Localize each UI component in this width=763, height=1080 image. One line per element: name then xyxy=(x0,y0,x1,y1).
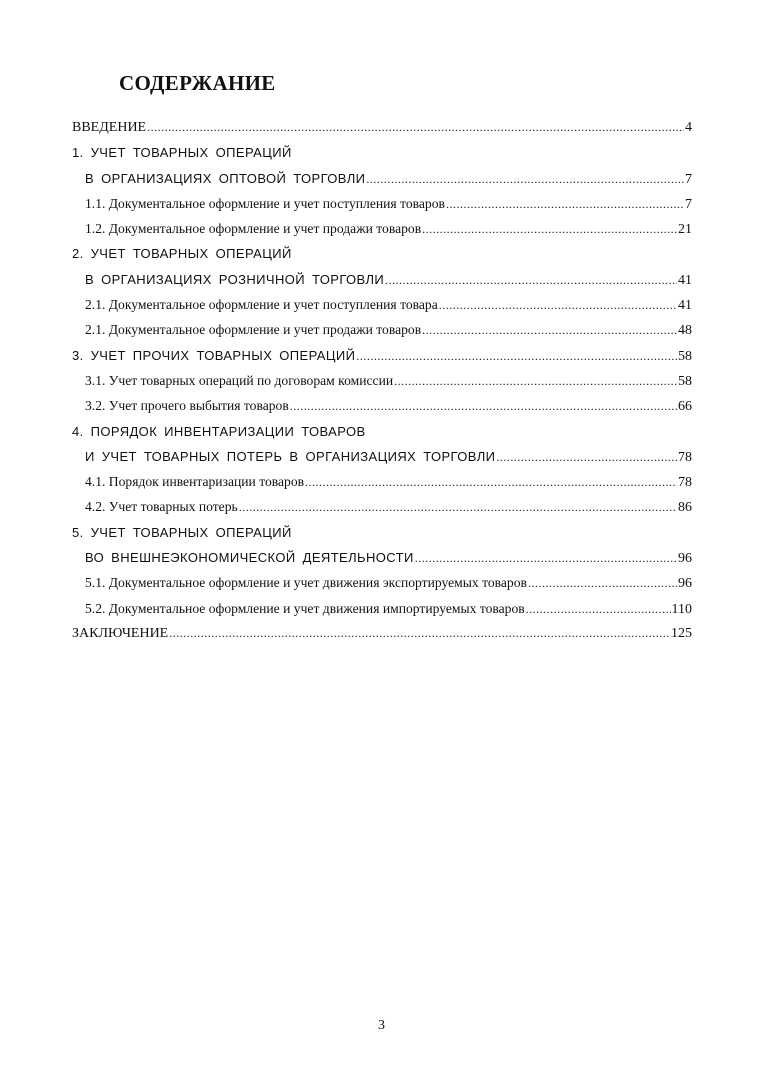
toc-entry-section-2-1[interactable] xyxy=(72,297,692,322)
toc-entry-page: 78 xyxy=(678,449,692,465)
toc-entry-label: ВО ВНЕШНЕЭКОНОМИЧЕСКОЙ ДЕЯТЕЛЬНОСТИ xyxy=(85,550,414,566)
toc-entry-label: 1.1. Документальное оформление и учет поступления товаров xyxy=(85,195,445,211)
toc-entry-page: 96 xyxy=(678,576,692,592)
toc-entry-section-1-1[interactable] xyxy=(72,196,692,221)
toc-entry-page: 21 xyxy=(678,222,692,238)
toc-entry-label: 2.1. Документальное оформление и учет поступления товара xyxy=(85,297,438,313)
toc-entry-page: 66 xyxy=(678,399,692,415)
toc-leader-dots xyxy=(147,120,684,135)
toc-entry-section-2-2[interactable] xyxy=(72,322,692,347)
toc-entry-section-1-2[interactable] xyxy=(72,221,692,246)
toc-entry-chapter-1[interactable] xyxy=(72,145,692,170)
toc-entry-section-3-1[interactable] xyxy=(72,373,692,398)
toc-leader-dots xyxy=(422,222,677,237)
toc-entry-label: ЗАКЛЮЧЕНИЕ xyxy=(72,625,169,641)
toc-entry-label: ВВЕДЕНИЕ xyxy=(72,120,147,135)
toc-leader-dots xyxy=(528,576,677,591)
toc-entry-label: В ОРГАНИЗАЦИЯХ РОЗНИЧНОЙ ТОРГОВЛИ xyxy=(85,271,385,287)
toc-entry-chapter-2-cont[interactable] xyxy=(72,272,692,297)
toc-entry-label: 2. УЧЕТ ТОВАРНЫХ ОПЕРАЦИЙ xyxy=(72,246,292,262)
toc-entry-label: 5. УЧЕТ ТОВАРНЫХ ОПЕРАЦИЙ xyxy=(72,524,292,540)
toc-entry-page: 125 xyxy=(671,625,692,641)
toc-leader-dots xyxy=(169,626,670,641)
toc-entry-conclusion[interactable] xyxy=(72,626,692,651)
toc-entry-chapter-1-cont[interactable] xyxy=(72,171,692,196)
toc-entry-label: В ОРГАНИЗАЦИЯХ ОПТОВОЙ ТОРГОВЛИ xyxy=(85,170,366,186)
toc-entry-page: 4 xyxy=(685,120,692,135)
toc-leader-dots xyxy=(446,197,684,212)
toc-entry-chapter-5-cont[interactable] xyxy=(72,550,692,575)
toc-entry-section-5-1[interactable] xyxy=(72,575,692,600)
toc-entry-chapter-4-cont[interactable] xyxy=(72,449,692,474)
toc-entry-label: 3. УЧЕТ ПРОЧИХ ТОВАРНЫХ ОПЕРАЦИЙ xyxy=(72,347,356,363)
toc-entry-chapter-2[interactable] xyxy=(72,246,692,271)
toc-entry-label: 3.2. Учет прочего выбытия товаров xyxy=(85,398,289,414)
toc-leader-dots xyxy=(394,374,677,389)
toc-entry-chapter-3[interactable] xyxy=(72,348,692,373)
toc-entry-section-5-2[interactable] xyxy=(72,601,692,626)
toc-entry-page: 41 xyxy=(678,272,692,288)
toc-entry-page: 7 xyxy=(685,171,692,187)
toc-leader-dots xyxy=(290,399,677,414)
toc-entry-label: 2.1. Документальное оформление и учет продажи товаров xyxy=(85,322,422,338)
toc-entry-page: 110 xyxy=(671,601,692,617)
toc-leader-dots xyxy=(385,273,677,288)
toc-entry-label: 4.1. Порядок инвентаризации товаров xyxy=(85,474,305,490)
toc-entry-label: 3.1. Учет товарных операций по договорам комиссии xyxy=(85,372,394,388)
toc-entry-chapter-5[interactable] xyxy=(72,525,692,550)
toc-entry-label: 5.1. Документальное оформление и учет движения экспортируемых товаров xyxy=(85,575,527,591)
toc-entry-page: 58 xyxy=(678,348,692,364)
toc-leader-dots xyxy=(366,172,684,187)
toc-entry-page: 86 xyxy=(678,500,692,516)
toc-leader-dots xyxy=(422,323,677,338)
table-of-contents xyxy=(72,120,692,651)
toc-leader-dots xyxy=(496,450,677,465)
toc-entry-label: 4.2. Учет товарных потерь xyxy=(85,499,238,515)
toc-entry-label: 5.2. Документальное оформление и учет движения импортируемых товаров xyxy=(85,600,525,616)
page-number: 3 xyxy=(378,1018,385,1033)
toc-leader-dots xyxy=(305,475,677,490)
toc-entry-page: 78 xyxy=(678,475,692,491)
toc-leader-dots xyxy=(439,298,677,313)
toc-entry-page: 7 xyxy=(685,196,692,212)
toc-entry-section-3-2[interactable] xyxy=(72,398,692,423)
toc-entry-label: 4. ПОРЯДОК ИНВЕНТАРИЗАЦИИ ТОВАРОВ xyxy=(72,423,366,439)
toc-leader-dots xyxy=(239,500,677,515)
toc-leader-dots xyxy=(356,349,677,364)
toc-entry-label: 1. УЧЕТ ТОВАРНЫХ ОПЕРАЦИЙ xyxy=(72,145,292,161)
toc-entry-page: 41 xyxy=(678,298,692,314)
toc-entry-label: 1.2. Документальное оформление и учет продажи товаров xyxy=(85,221,422,237)
toc-entry-section-4-1[interactable] xyxy=(72,474,692,499)
toc-entry-page: 48 xyxy=(678,323,692,339)
toc-entry-page: 58 xyxy=(678,373,692,389)
toc-entry-label: И УЧЕТ ТОВАРНЫХ ПОТЕРЬ В ОРГАНИЗАЦИЯХ ТОРГОВЛИ xyxy=(85,448,496,464)
toc-entry-page: 96 xyxy=(678,551,692,567)
toc-entry-chapter-4[interactable] xyxy=(72,424,692,449)
toc-entry-section-4-2[interactable] xyxy=(72,499,692,524)
toc-leader-dots xyxy=(415,551,677,566)
page-title: СОДЕРЖАНИЕ xyxy=(119,71,276,95)
toc-entry-introduction[interactable] xyxy=(72,120,692,145)
toc-leader-dots xyxy=(526,602,671,617)
